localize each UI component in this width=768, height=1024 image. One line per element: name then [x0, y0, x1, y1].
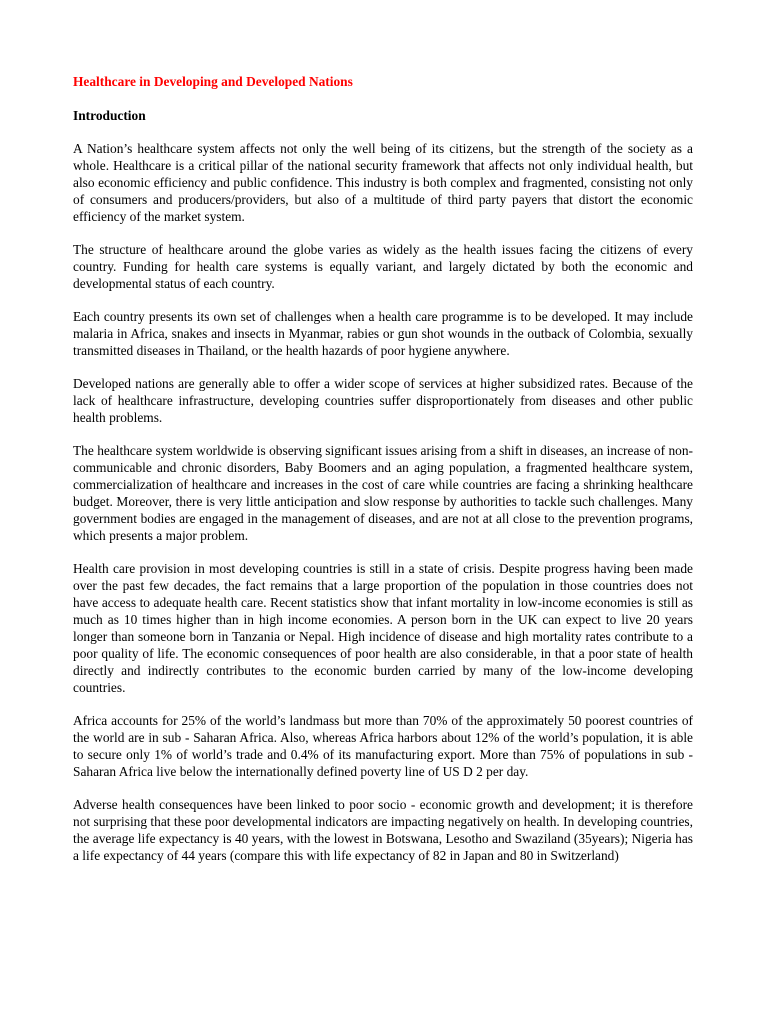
document-title: Healthcare in Developing and Developed Nations — [73, 74, 353, 89]
paragraph-3: Each country presents its own set of challenges when a health care programme is to be developed. It may include malaria in Africa, snakes and insects in Myanmar, rabies or gun shot wounds in the outback of Colombia, sexually transmitted diseases in Thailand, or the health hazards of poor hygiene anywhere. — [73, 309, 693, 358]
paragraph-5: The healthcare system worldwide is observing significant issues arising from a shift in diseases, an increase of non-communicable and chronic disorders, Baby Boomers and an aging population, a fragmented healthcare system, commercialization of healthcare and increases in the cost of care while countries are facing a shrinking healthcare budget. Moreover, there is very little anticipation and slow response by authorities to tackle such challenges. Many government bodies are engaged in the management of diseases, and are not at all close to the prevention programs, which presents a major problem. — [73, 443, 693, 543]
paragraph-8: Adverse health consequences have been linked to poor socio - economic growth and development; it is therefore not surprising that these poor developmental indicators are impacting negatively on health. In developing countries, the average life expectancy is 40 years, with the lowest in Botswana, Lesotho and Swaziland (35years); Nigeria has a life expectancy of 44 years (compare this with life expectancy of 82 in Japan and 80 in Switzerland) — [73, 797, 693, 863]
paragraph-4: Developed nations are generally able to offer a wider scope of services at higher subsidized rates. Because of the lack of healthcare infrastructure, developing countries suffer disproportionately from diseases and other public health problems. — [73, 376, 693, 425]
paragraph-2: The structure of healthcare around the globe varies as widely as the health issues facing the citizens of every country. Funding for health care systems is equally variant, and largely dictated by both the economic and developmental status of each country. — [73, 242, 693, 291]
section-heading-introduction: Introduction — [73, 108, 146, 123]
paragraph-1: A Nation’s healthcare system affects not only the well being of its citizens, but the strength of the society as a whole. Healthcare is a critical pillar of the national security framework that affects not only individual health, but also economic efficiency and public confidence. This industry is both complex and fragmented, consisting not only of consumers and producers/providers, but also of a multitude of third party payers that distort the economic efficiency of the market system. — [73, 141, 693, 224]
paragraph-7: Africa accounts for 25% of the world’s landmass but more than 70% of the approximately 50 poorest countries of the world are in sub - Saharan Africa. Also, whereas Africa harbors about 12% of the world’s population, it is able to secure only 1% of world’s trade and 0.4% of its manufacturing export. More than 75% of populations in sub -Saharan Africa live below the internationally defined poverty line of US D 2 per day. — [73, 713, 693, 779]
document-page — [73, 72, 693, 864]
paragraph-6: Health care provision in most developing countries is still in a state of crisis. Despite progress having been made over the past few decades, the fact remains that a large proportion of the population in those countries does not have access to adequate health care. Recent statistics show that infant mortality in low-income economies is still as much as 10 times higher than in high income economies. A person born in the UK can expect to live 20 years longer than someone born in Tanzania or Nepal. High incidence of disease and high mortality rates contribute to a poor quality of life. The economic consequences of poor health are also considerable, in that a poor state of health directly and indirectly contributes to the economic burden carried by many of the low-income developing countries. — [73, 561, 693, 695]
